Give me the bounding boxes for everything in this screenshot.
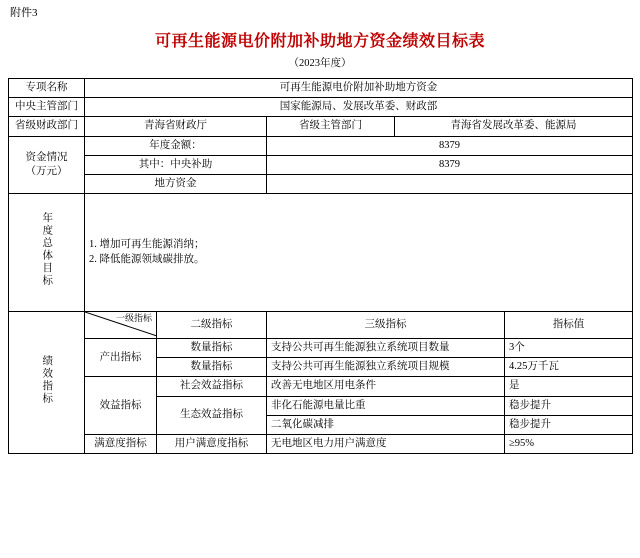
indicator-level3: 改善无电地区用电条件: [267, 377, 505, 396]
indicator-level2: 生态效益指标: [157, 396, 267, 434]
funds-label-line2: （万元）: [25, 165, 68, 177]
table-row-fund-1: [9, 136, 633, 155]
indicator-level3: 二氧化碳减排: [267, 415, 505, 434]
central-dept-value: 国家能源局、发展改革委、财政部: [85, 98, 633, 117]
indicator-level1: 满意度指标: [85, 434, 157, 453]
page-title: 可再生能源电价附加补助地方资金绩效目标表: [154, 33, 485, 50]
province-dept-value: 青海省发展改革委、能源局: [395, 117, 633, 136]
indicator-value: 4.25万千瓦: [505, 358, 633, 377]
table-row-fund-3: [9, 174, 633, 193]
performance-label-text: 绩效指标: [41, 354, 53, 405]
annual-goal-line-1: 1. 增加可再生能源消纳；: [89, 239, 205, 251]
table-row-indicator: [9, 434, 633, 453]
project-name-label: 专项名称: [9, 79, 85, 98]
indicator-level3: 无电地区电力用户满意度: [267, 434, 505, 453]
annual-goal-line-2: 2. 降低能源领域碳排放。: [89, 253, 205, 265]
table-row-indicator: [9, 377, 633, 396]
indicator-level3: 支持公共可再生能源独立系统项目数量: [267, 339, 505, 358]
fund-item-name: 其中：中央补助: [85, 155, 267, 174]
province-dept-label: 省级主管部门: [267, 117, 395, 136]
indicator-header-level1-text: 一级指标: [115, 313, 152, 324]
province-finance-value: 青海省财政厅: [85, 117, 267, 136]
annual-goal-label: [9, 194, 85, 312]
page-subtitle: （2023年度）: [288, 58, 352, 69]
indicator-level2: 数量指标: [157, 358, 267, 377]
indicator-value: 3个: [505, 339, 633, 358]
province-finance-label: 省级财政部门: [9, 117, 85, 136]
performance-goal-table: [8, 78, 633, 454]
table-row-project-name: [9, 79, 633, 98]
table-row-central-dept: [9, 98, 633, 117]
indicator-level2: 用户满意度指标: [157, 434, 267, 453]
indicator-header-level1: [85, 312, 157, 339]
indicator-value: 稳步提升: [505, 415, 633, 434]
indicator-level3: 非化石能源电量比重: [267, 396, 505, 415]
fund-item-name: 地方资金: [85, 174, 267, 193]
table-row-fund-2: [9, 155, 633, 174]
indicator-value: ≥95%: [505, 434, 633, 453]
indicator-level1: 效益指标: [85, 377, 157, 435]
table-row-province-dept: [9, 117, 633, 136]
indicator-value: 是: [505, 377, 633, 396]
annual-goal-content: [85, 194, 633, 312]
indicator-level3: 支持公共可再生能源独立系统项目规模: [267, 358, 505, 377]
indicator-header-level2: 二级指标: [157, 312, 267, 339]
indicator-header-value: 指标值: [505, 312, 633, 339]
performance-label: [9, 312, 85, 454]
annual-goal-label-text: 年度总体目标: [41, 212, 53, 288]
fund-item-value: [267, 174, 633, 193]
table-row-annual-goal: [9, 194, 633, 312]
indicator-level1: 产出指标: [85, 339, 157, 377]
table-row-indicator-header: [9, 312, 633, 339]
table-row-indicator: [9, 339, 633, 358]
indicator-level2: 社会效益指标: [157, 377, 267, 396]
funds-label: [9, 136, 85, 194]
fund-item-value: 8379: [267, 136, 633, 155]
fund-item-value: 8379: [267, 155, 633, 174]
indicator-level2: 数量指标: [157, 339, 267, 358]
central-dept-label: 中央主管部门: [9, 98, 85, 117]
project-name-value: 可再生能源电价附加补助地方资金: [85, 79, 633, 98]
funds-label-line1: 资金情况: [25, 151, 68, 163]
indicator-value: 稳步提升: [505, 396, 633, 415]
indicator-header-level3: 三级指标: [267, 312, 505, 339]
fund-item-name: 年度金额：: [85, 136, 267, 155]
attachment-label: 附件3: [10, 7, 38, 19]
